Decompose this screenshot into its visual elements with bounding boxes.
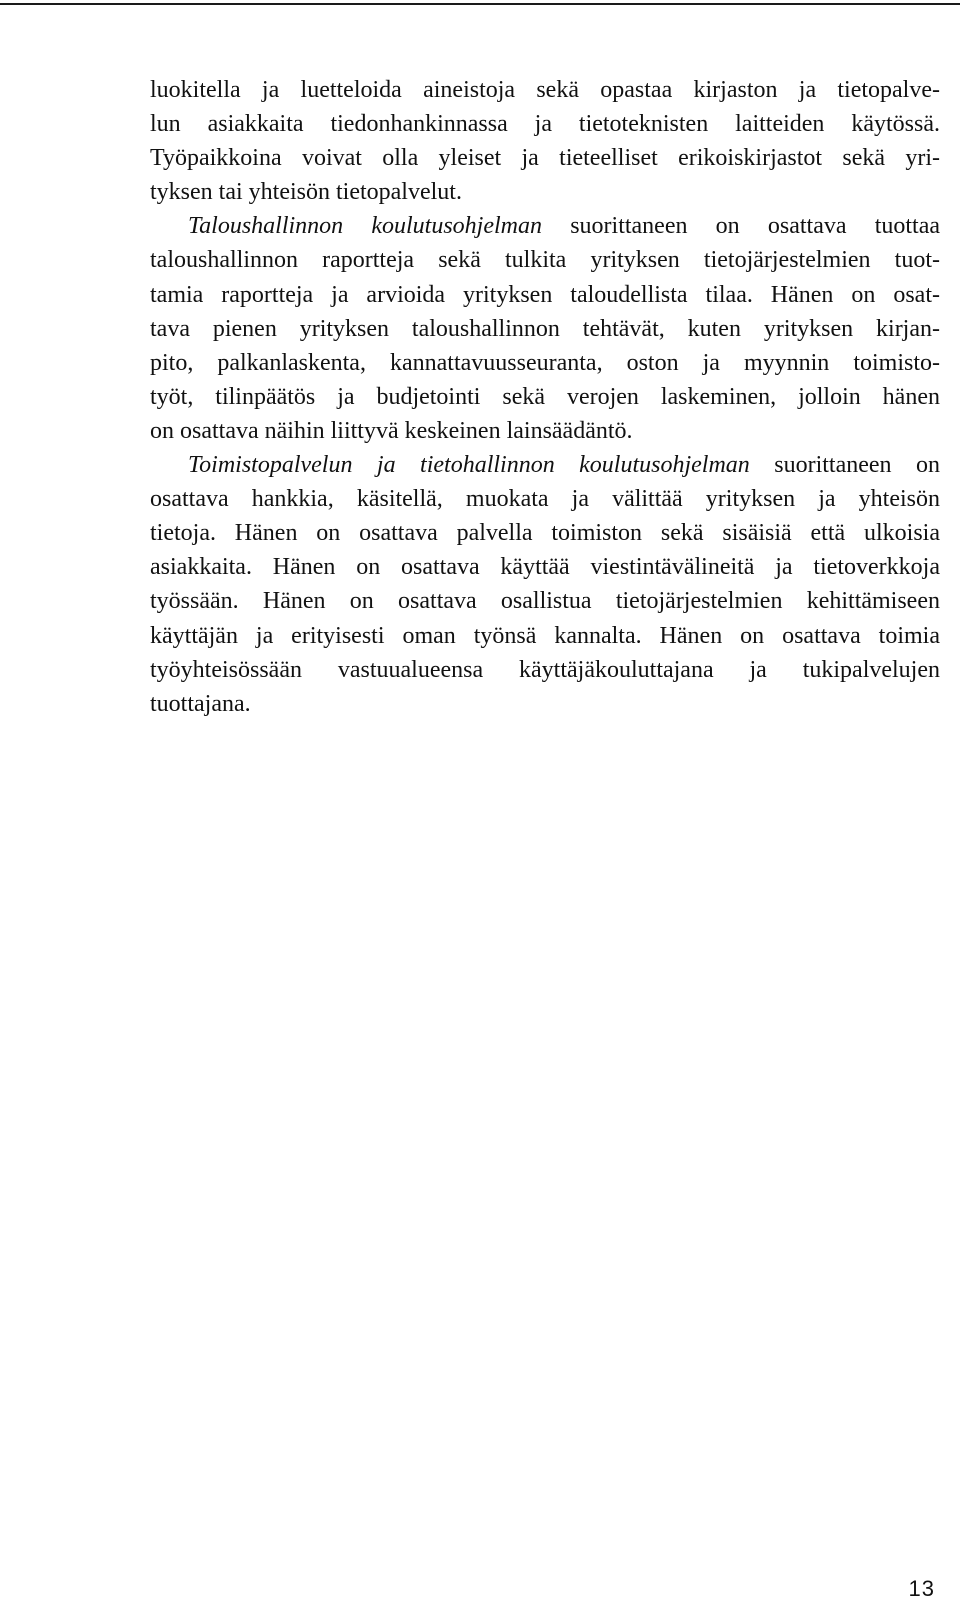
text-line: asiakkaita. Hänen on osattava käyttää viestintävälineitä ja tietoverkkoja bbox=[150, 554, 940, 581]
text-line: osattava hankkia, käsitellä, muokata ja välittää yrityksen ja yhteisön bbox=[150, 486, 940, 513]
text-line bbox=[150, 209, 940, 243]
text-line: työt, tilinpäätös ja budjetointi sekä verojen laskeminen, jolloin hänen bbox=[150, 383, 940, 410]
text-line: pito, palkanlaskenta, kannattavuusseuranta, oston ja myynnin toimisto- bbox=[150, 349, 940, 376]
programme-name: Taloushallinnon koulutusohjelman bbox=[188, 213, 542, 240]
text-line: lun asiakkaita tiedonhankinnassa ja tietoteknisten laitteiden käytössä. bbox=[150, 111, 940, 138]
text-line: luokitella ja luetteloida aineistoja sekä opastaa kirjaston ja tietopalve- bbox=[150, 77, 940, 103]
text-line: tyksen tai yhteisön tietopalvelut. bbox=[150, 179, 462, 206]
text-line: käyttäjän ja erityisesti oman työnsä kannalta. Hänen on osattava toimia bbox=[150, 622, 940, 649]
paragraph-financial-administration bbox=[150, 209, 940, 448]
text-line: tietoja. Hänen on osattava palvella toimiston sekä sisäisiä että ulkoisia bbox=[150, 520, 940, 547]
text-line-rest: suorittaneen on osattava tuottaa bbox=[542, 213, 940, 240]
paragraph-library bbox=[150, 73, 940, 209]
text-line: taloushallinnon raportteja sekä tulkita yrityksen tietojärjestelmien tuot- bbox=[150, 247, 940, 274]
text-line: Työpaikkoina voivat olla yleiset ja tieteelliset erikoiskirjastot sekä yri- bbox=[150, 145, 940, 172]
body-text bbox=[150, 73, 940, 721]
text-line: tuottajana. bbox=[150, 690, 251, 717]
text-line: on osattava näihin liittyvä keskeinen lainsäädäntö. bbox=[150, 417, 633, 444]
text-line bbox=[150, 448, 940, 482]
programme-name: Toimistopalvelun ja tietohallinnon koulutusohjelman bbox=[188, 452, 750, 479]
top-rule bbox=[0, 3, 960, 5]
text-line-rest: suorittaneen on bbox=[749, 452, 940, 479]
text-line: tamia raportteja ja arvioida yrityksen taloudellista tilaa. Hänen on osat- bbox=[150, 281, 940, 308]
paragraph-office-services bbox=[150, 448, 940, 721]
text-line: työssään. Hänen on osattava osallistua tietojärjestelmien kehittämiseen bbox=[150, 588, 940, 615]
text-line: tava pienen yrityksen taloushallinnon tehtävät, kuten yrityksen kirjan- bbox=[150, 315, 940, 342]
page-number: 13 bbox=[908, 1576, 935, 1601]
text-line: työyhteisössään vastuualueensa käyttäjäkouluttajana ja tukipalvelujen bbox=[150, 656, 940, 683]
